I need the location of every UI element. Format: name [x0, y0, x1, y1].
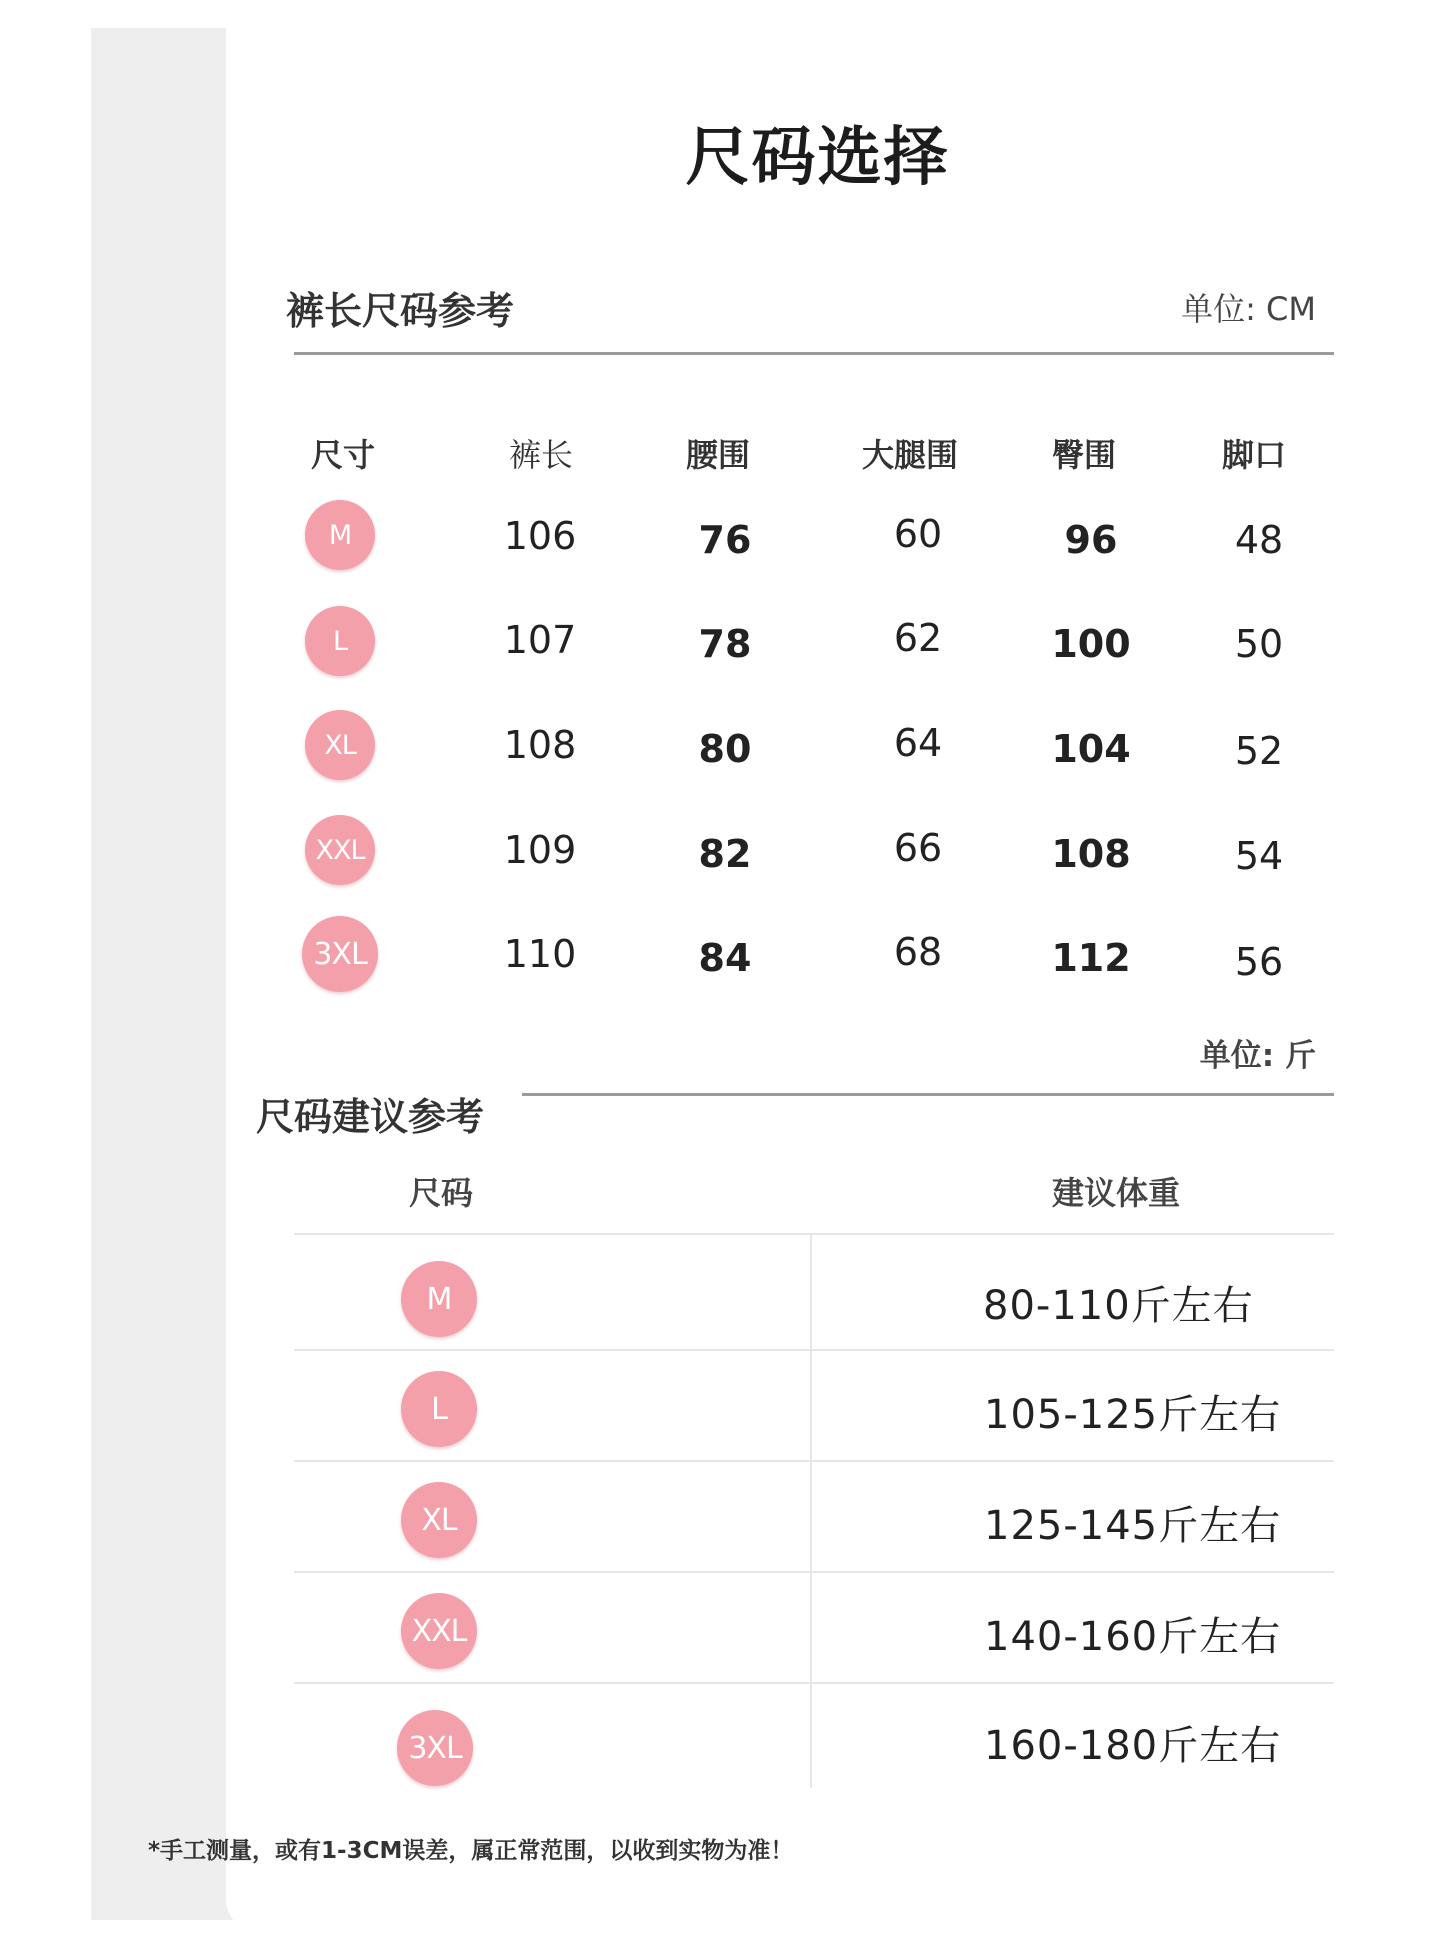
header-waist: 腰围	[685, 436, 750, 474]
recommend-row	[294, 1349, 1334, 1460]
size-badge: XXL	[401, 1593, 477, 1669]
weight-range: 140-160斤左右	[984, 1614, 1282, 1660]
row-divider	[294, 1233, 1334, 1235]
page-frame	[91, 28, 1352, 1920]
size-badge: M	[401, 1261, 477, 1337]
recommend-row	[294, 1571, 1334, 1682]
length-value: 108	[503, 723, 577, 767]
header-length: 裤长	[508, 436, 573, 474]
size-badge: XXL	[305, 815, 375, 885]
thigh-value: 62	[893, 616, 943, 660]
length-row	[226, 602, 1409, 682]
recommend-table	[294, 1233, 1334, 1788]
size-badge: XL	[305, 710, 375, 780]
hip-value: 96	[1064, 518, 1118, 562]
recommend-section-title: 尺码建议参考	[256, 1095, 485, 1139]
hem-value: 56	[1234, 940, 1284, 984]
hem-value: 48	[1234, 518, 1284, 562]
size-chart-card	[226, 28, 1409, 1933]
header-hip: 臀围	[1051, 436, 1116, 474]
thigh-value: 68	[893, 930, 943, 974]
length-section-title: 裤长尺码参考	[286, 289, 515, 333]
recommend-row	[294, 1682, 1334, 1793]
header-size: 尺寸	[310, 436, 375, 474]
thigh-value: 60	[893, 512, 943, 556]
header-hem: 脚口	[1221, 436, 1286, 474]
length-row	[226, 498, 1409, 578]
length-row	[226, 707, 1409, 787]
recommend-row	[294, 1238, 1334, 1349]
section-divider	[294, 352, 1334, 355]
size-badge: 3XL	[302, 916, 378, 992]
header-thigh: 大腿围	[861, 436, 958, 474]
header-rec-size: 尺码	[408, 1174, 473, 1212]
length-value: 110	[503, 932, 577, 976]
hem-value: 54	[1234, 834, 1284, 878]
weight-range: 125-145斤左右	[984, 1503, 1282, 1549]
length-value: 106	[503, 514, 577, 558]
waist-value: 78	[698, 622, 752, 666]
waist-value: 76	[698, 518, 752, 562]
header-rec-weight: 建议体重	[1051, 1174, 1180, 1212]
waist-value: 82	[698, 832, 752, 876]
recommend-row	[294, 1460, 1334, 1571]
size-badge: XL	[401, 1482, 477, 1558]
length-value: 107	[503, 618, 577, 662]
size-badge: M	[305, 500, 375, 570]
weight-range: 80-110斤左右	[983, 1283, 1254, 1329]
hem-value: 50	[1234, 622, 1284, 666]
thigh-value: 66	[893, 826, 943, 870]
length-row	[226, 916, 1409, 996]
size-badge: L	[401, 1371, 477, 1447]
length-row	[226, 812, 1409, 892]
weight-unit-label: 单位: 斤	[1199, 1038, 1316, 1074]
thigh-value: 64	[893, 721, 943, 765]
hip-value: 104	[1051, 727, 1131, 771]
size-badge: 3XL	[397, 1710, 473, 1786]
size-badge: L	[305, 606, 375, 676]
page-title: 尺码选择	[685, 121, 950, 195]
hem-value: 52	[1234, 729, 1284, 773]
hip-value: 112	[1051, 936, 1131, 980]
length-value: 109	[503, 828, 577, 872]
length-unit-label: 单位: CM	[1181, 290, 1316, 328]
weight-range: 160-180斤左右	[984, 1723, 1282, 1769]
waist-value: 80	[698, 727, 752, 771]
hip-value: 108	[1051, 832, 1131, 876]
measurement-footnote: *手工测量，或有1-3CM误差，属正常范围，以收到实物为准！	[148, 1838, 794, 1864]
section-divider	[522, 1093, 1334, 1096]
waist-value: 84	[698, 936, 752, 980]
weight-range: 105-125斤左右	[984, 1392, 1282, 1438]
hip-value: 100	[1051, 622, 1131, 666]
